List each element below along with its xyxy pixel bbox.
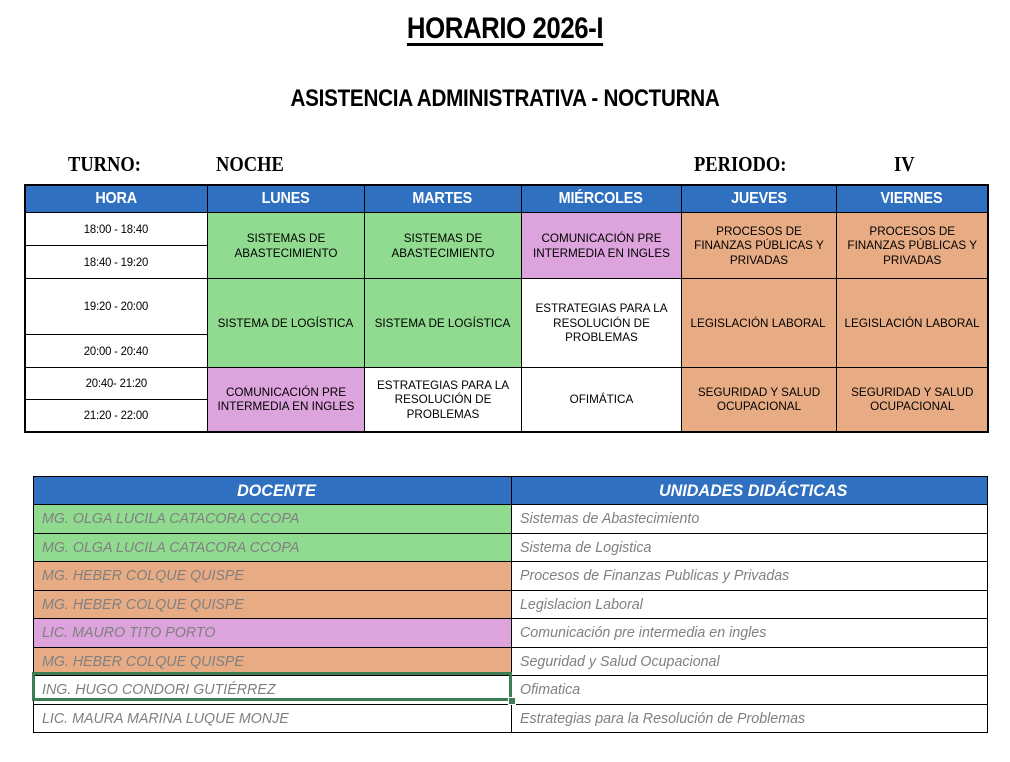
table-row: [25, 213, 988, 246]
docente-label: MG. OLGA LUCILA CATACORA CCOPA: [42, 510, 300, 528]
time-slot-cell[interactable]: [25, 246, 207, 279]
teachers-col-unidades[interactable]: [512, 477, 988, 505]
schedule-cell-miercoles-1[interactable]: [521, 213, 681, 279]
time-slot-cell[interactable]: [25, 368, 207, 400]
course-label: SEGURIDAD Y SALUD OCUPACIONAL: [850, 384, 973, 414]
page-subtitle: ASISTENCIA ADMINISTRATIVA - NOCTURNA: [290, 85, 720, 112]
unidad-label: Estrategias para la Resolución de Problemas: [520, 709, 806, 727]
schedule-col-lunes[interactable]: [207, 185, 364, 213]
teachers-table: [33, 476, 988, 733]
docente-label: MG. HEBER COLQUE QUISPE: [42, 567, 244, 585]
docente-cell[interactable]: [34, 533, 512, 562]
schedule-col-martes-label: MARTES: [412, 189, 473, 207]
docente-label: ING. HUGO CONDORI GUTIÉRREZ: [42, 681, 276, 699]
docente-cell-selected[interactable]: [34, 676, 512, 705]
schedule-col-jueves-label: JUEVES: [730, 189, 787, 207]
schedule-col-hora-label: HORA: [95, 189, 138, 207]
unidad-cell[interactable]: [512, 590, 988, 619]
table-row: [34, 533, 988, 562]
docente-label: MG. HEBER COLQUE QUISPE: [42, 652, 244, 670]
teachers-col-docente-label: DOCENTE: [237, 480, 316, 500]
time-slot-label: 20:00 - 20:40: [84, 343, 149, 358]
schedule-col-lunes-label: LUNES: [261, 189, 310, 207]
page-title: HORARIO 2026-I: [406, 12, 604, 45]
unidad-cell[interactable]: [512, 533, 988, 562]
schedule-col-hora[interactable]: [25, 185, 207, 213]
course-label: ESTRATEGIAS PARA LA RESOLUCIÓN DE PROBLEMAS: [376, 377, 509, 421]
unidad-cell[interactable]: [512, 704, 988, 733]
schedule-cell-viernes-2[interactable]: [836, 279, 988, 368]
teachers-col-docente[interactable]: [34, 477, 512, 505]
unidad-cell[interactable]: [512, 505, 988, 534]
schedule-col-martes[interactable]: [364, 185, 521, 213]
course-label: SISTEMA DE LOGÍSTICA: [217, 315, 354, 330]
schedule-table: [24, 184, 989, 433]
table-row: [25, 368, 988, 400]
docente-cell[interactable]: [34, 562, 512, 591]
docente-label: LIC. MAURA MARINA LUQUE MONJE: [42, 709, 289, 727]
schedule-cell-jueves-3[interactable]: [681, 368, 836, 432]
periodo-label: PERIODO:: [694, 152, 787, 176]
schedule-cell-martes-1[interactable]: [364, 213, 521, 279]
schedule-col-miercoles[interactable]: [521, 185, 681, 213]
schedule-col-viernes-label: VIERNES: [880, 189, 943, 207]
unidad-label: Ofimatica: [520, 681, 581, 699]
turno-label: TURNO:: [68, 152, 141, 176]
meta-row: [24, 152, 986, 178]
unidad-label: Sistemas de Abastecimiento: [520, 510, 700, 528]
table-row: [34, 505, 988, 534]
schedule-cell-jueves-1[interactable]: [681, 213, 836, 279]
docente-cell[interactable]: [34, 619, 512, 648]
docente-label: LIC. MAURO TITO PORTO: [42, 624, 216, 642]
course-label: COMUNICACIÓN PRE INTERMEDIA EN INGLES: [532, 231, 670, 260]
unidad-cell[interactable]: [512, 619, 988, 648]
unidad-cell[interactable]: [512, 676, 988, 705]
course-label: SISTEMA DE LOGÍSTICA: [374, 315, 511, 330]
unidad-cell[interactable]: [512, 647, 988, 676]
teachers-table-container: [33, 476, 987, 733]
docente-label: MG. HEBER COLQUE QUISPE: [42, 595, 244, 613]
unidad-label: Comunicación pre intermedia en ingles: [520, 624, 767, 642]
fill-handle[interactable]: [508, 697, 516, 705]
schedule-cell-lunes-3[interactable]: [207, 368, 364, 432]
teachers-header-row: [34, 477, 988, 505]
schedule-cell-viernes-1[interactable]: [836, 213, 988, 279]
table-row: [34, 562, 988, 591]
schedule-cell-lunes-2[interactable]: [207, 279, 364, 368]
time-slot-cell[interactable]: [25, 335, 207, 368]
time-slot-cell[interactable]: [25, 279, 207, 335]
docente-cell[interactable]: [34, 704, 512, 733]
schedule-cell-viernes-3[interactable]: [836, 368, 988, 432]
unidad-label: Legislacion Laboral: [520, 595, 643, 613]
schedule-table-container: [24, 184, 987, 433]
docente-cell[interactable]: [34, 647, 512, 676]
course-label: PROCESOS DE FINANZAS PÚBLICAS Y PRIVADAS: [693, 223, 824, 267]
turno-value: NOCHE: [216, 152, 284, 176]
schedule-cell-martes-3[interactable]: [364, 368, 521, 432]
course-label: SISTEMAS DE ABASTECIMIENTO: [390, 231, 494, 260]
table-row: [34, 619, 988, 648]
schedule-col-jueves[interactable]: [681, 185, 836, 213]
course-label: OFIMÁTICA: [569, 392, 633, 406]
docente-cell[interactable]: [34, 505, 512, 534]
course-label: COMUNICACIÓN PRE INTERMEDIA EN INGLES: [217, 384, 354, 414]
time-slot-label: 18:40 - 19:20: [84, 254, 149, 269]
schedule-header-row: [25, 185, 988, 213]
schedule-cell-miercoles-2[interactable]: [521, 279, 681, 368]
course-label: PROCESOS DE FINANZAS PÚBLICAS Y PRIVADAS: [846, 223, 977, 267]
time-slot-label: 21:20 - 22:00: [84, 408, 149, 422]
docente-cell[interactable]: [34, 590, 512, 619]
time-slot-label: 20:40- 21:20: [85, 376, 147, 391]
table-row: [34, 704, 988, 733]
course-label: LEGISLACIÓN LABORAL: [690, 315, 827, 330]
time-slot-label: 19:20 - 20:00: [84, 299, 149, 314]
time-slot-cell[interactable]: [25, 400, 207, 432]
schedule-cell-lunes-1[interactable]: [207, 213, 364, 279]
time-slot-cell[interactable]: [25, 213, 207, 246]
course-label: ESTRATEGIAS PARA LA RESOLUCIÓN DE PROBLEMAS: [534, 301, 667, 345]
schedule-cell-miercoles-3[interactable]: [521, 368, 681, 432]
unidad-label: Procesos de Finanzas Publicas y Privadas: [520, 567, 790, 585]
schedule-col-miercoles-label: MIÉRCOLES: [558, 189, 643, 207]
table-row: [34, 647, 988, 676]
docente-label: MG. OLGA LUCILA CATACORA CCOPA: [42, 538, 300, 556]
table-row: [34, 590, 988, 619]
unidad-label: Seguridad y Salud Ocupacional: [520, 652, 720, 670]
schedule-cell-martes-2[interactable]: [364, 279, 521, 368]
course-label: SEGURIDAD Y SALUD OCUPACIONAL: [697, 384, 820, 414]
unidad-cell[interactable]: [512, 562, 988, 591]
course-label: SISTEMAS DE ABASTECIMIENTO: [233, 231, 337, 260]
schedule-cell-jueves-2[interactable]: [681, 279, 836, 368]
course-label: LEGISLACIÓN LABORAL: [844, 315, 980, 330]
table-row: [25, 279, 988, 335]
time-slot-label: 18:00 - 18:40: [84, 221, 149, 236]
periodo-value: IV: [894, 152, 915, 176]
unidad-label: Sistema de Logistica: [520, 538, 652, 556]
teachers-col-unidades-label: UNIDADES DIDÁCTICAS: [659, 480, 848, 500]
schedule-col-viernes[interactable]: [836, 185, 988, 213]
